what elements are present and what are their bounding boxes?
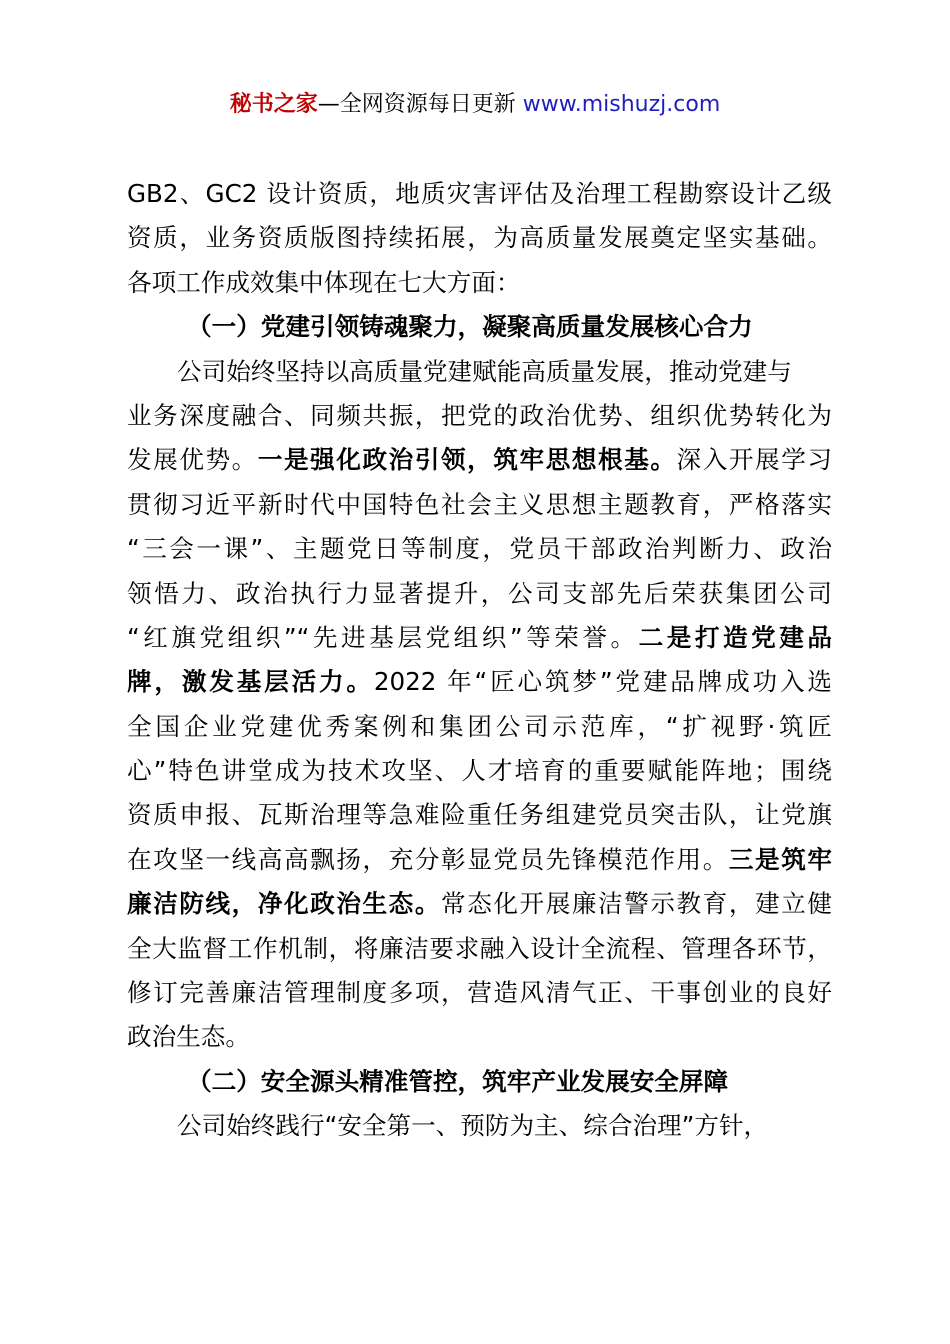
text-line: “三会一课”、主题党日等制度，党员干部政治判断力、政治 [127, 534, 832, 564]
text-line: 领悟力、政治执行力显著提升，公司支部先后荣获集团公司 [127, 578, 832, 608]
bold-point: 二是打造党建品 [638, 622, 832, 652]
text-span: 深入开展学习 [676, 445, 832, 475]
text-line: 全国企业党建优秀案例和集团公司示范库，“扩视野·筑匠 [127, 711, 832, 741]
bold-point: 一是强化政治引领，筑牢思想根基。 [257, 445, 677, 475]
text-line: 资质申报、瓦斯治理等急难险重任务组建党员突击队，让党旗 [127, 800, 832, 830]
text-line [127, 616, 832, 660]
text-line: 政治生态。 [127, 1022, 250, 1052]
text-line: 公司始终坚持以高质量党建赋能高质量发展，推动党建与 [177, 356, 792, 386]
text-span: “红旗党组织”“先进基层党组织”等荣誉。 [127, 622, 639, 652]
text-line [127, 882, 832, 926]
bold-point: 三是筑牢 [728, 844, 832, 874]
document-body [127, 172, 832, 1149]
text-line: 各项工作成效集中体现在七大方面： [127, 267, 521, 297]
text-span: 常态化开展廉洁警示教育，建立健 [441, 889, 832, 919]
text-line: GB2、GC2 设计资质，地质灾害评估及治理工程勘察设计乙级 [127, 179, 832, 208]
text-span: 2022 年“匠心筑梦”党建品牌成功入选 [373, 667, 832, 697]
text-span: 发展优势。 [127, 445, 258, 475]
header-tagline: —全网资源每日更新 [317, 92, 516, 117]
brand-name: 秘书之家 [229, 92, 318, 117]
text-line: 公司始终践行“安全第一、预防为主、综合治理”方针， [177, 1111, 769, 1141]
text-line: 全大监督工作机制，将廉洁要求融入设计全流程、管理各环节， [127, 933, 832, 963]
text-line: 心”特色讲堂成为技术攻坚、人才培育的重要赋能阵地；围绕 [127, 756, 832, 786]
text-line [127, 438, 832, 482]
site-header [0, 88, 950, 122]
section-heading-2: （二）安全源头精准管控，筑牢产业发展安全屏障 [187, 1066, 729, 1096]
text-line: 资质，业务资质版图持续拓展，为高质量发展奠定坚实基础。 [127, 223, 832, 253]
text-line [127, 838, 832, 882]
text-line: 贯彻习近平新时代中国特色社会主义思想主题教育，严格落实 [127, 489, 832, 519]
text-line [127, 660, 832, 704]
text-line: 业务深度融合、同频共振，把党的政治优势、组织优势转化为 [127, 400, 832, 430]
bold-point: 牌，激发基层活力。 [127, 667, 374, 697]
section-heading-1: （一）党建引领铸魂聚力，凝聚高质量发展核心合力 [187, 312, 753, 342]
text-line: 修订完善廉洁管理制度多项，营造风清气正、干事创业的良好 [127, 978, 832, 1008]
bold-point: 廉洁防线，净化政治生态。 [127, 889, 442, 919]
text-span: 在攻坚一线高高飘扬，充分彰显党员先锋模范作用。 [127, 844, 729, 874]
site-url-link[interactable]: www.mishuzj.com [522, 92, 721, 117]
